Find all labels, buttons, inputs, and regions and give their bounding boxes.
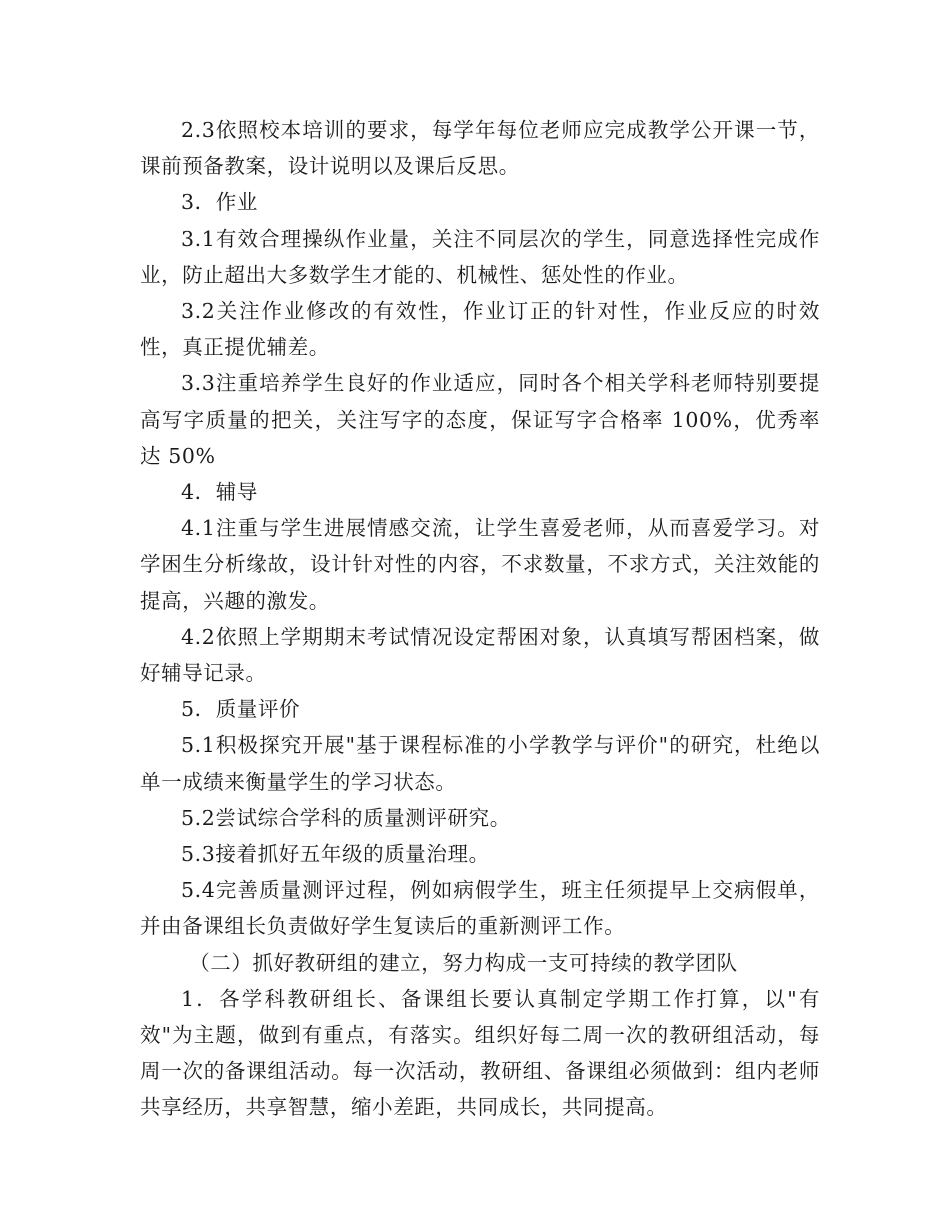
paragraph-5-3: 5.3接着抓好五年级的质量治理。 (181, 842, 490, 867)
document-body (140, 112, 820, 1126)
heading-4-tutoring: 4．辅导 (181, 480, 258, 505)
section-heading-2: （二）抓好教研组的建立，努力构成一支可持续的教学团队 (189, 950, 738, 975)
paragraph-5-2: 5.2尝试综合学科的质量测评研究。 (181, 805, 511, 830)
paragraph-3-2: 3.2关注作业修改的有效性，作业订正的针对性，作业反应的时效性，真正提优辅差。 (140, 299, 820, 360)
paragraph-section2-1: 1．各学科教研组长、备课组长要认真制定学期工作打算，以"有效"为主题，做到有重点，有落实。组织好每二周一次的教研组活动，每周一次的备课组活动。每一次活动，教研组、备课组必须做到：组内老师共享经历，共享智慧，缩小差距，共同成长，共同提高。 (140, 986, 820, 1120)
paragraph-5-1: 5.1积极探究开展"基于课程标准的小学教学与评价"的研究，杜绝以单一成绩来衡量学生的学习状态。 (140, 733, 820, 794)
heading-3-homework: 3．作业 (181, 190, 258, 215)
paragraph-2-3: 2.3依照校本培训的要求，每学年每位老师应完成教学公开课一节，课前预备教案，设计说明以及课后反思。 (140, 118, 820, 179)
paragraph-3-3: 3.3注重培养学生良好的作业适应，同时各个相关学科老师特别要提高写字质量的把关，关注写字的态度，保证写字合格率 100%，优秀率达 50% (140, 371, 820, 468)
paragraph-4-1: 4.1注重与学生进展情感交流，让学生喜爱老师，从而喜爱学习。对学困生分析缘故，设计针对性的内容，不求数量，不求方式，关注效能的提高，兴趣的激发。 (140, 516, 820, 613)
paragraph-5-4: 5.4完善质量测评过程，例如病假学生，班主任须提早上交病假单，并由备课组长负责做好学生复读后的重新测评工作。 (140, 878, 820, 939)
heading-5-quality-evaluation: 5．质量评价 (181, 697, 301, 722)
paragraph-3-1: 3.1有效合理操纵作业量，关注不同层次的学生，同意选择性完成作业，防止超出大多数学生才能的、机械性、惩处性的作业。 (140, 226, 820, 287)
paragraph-4-2: 4.2依照上学期期末考试情况设定帮困对象，认真填写帮困档案，做好辅导记录。 (140, 624, 820, 686)
